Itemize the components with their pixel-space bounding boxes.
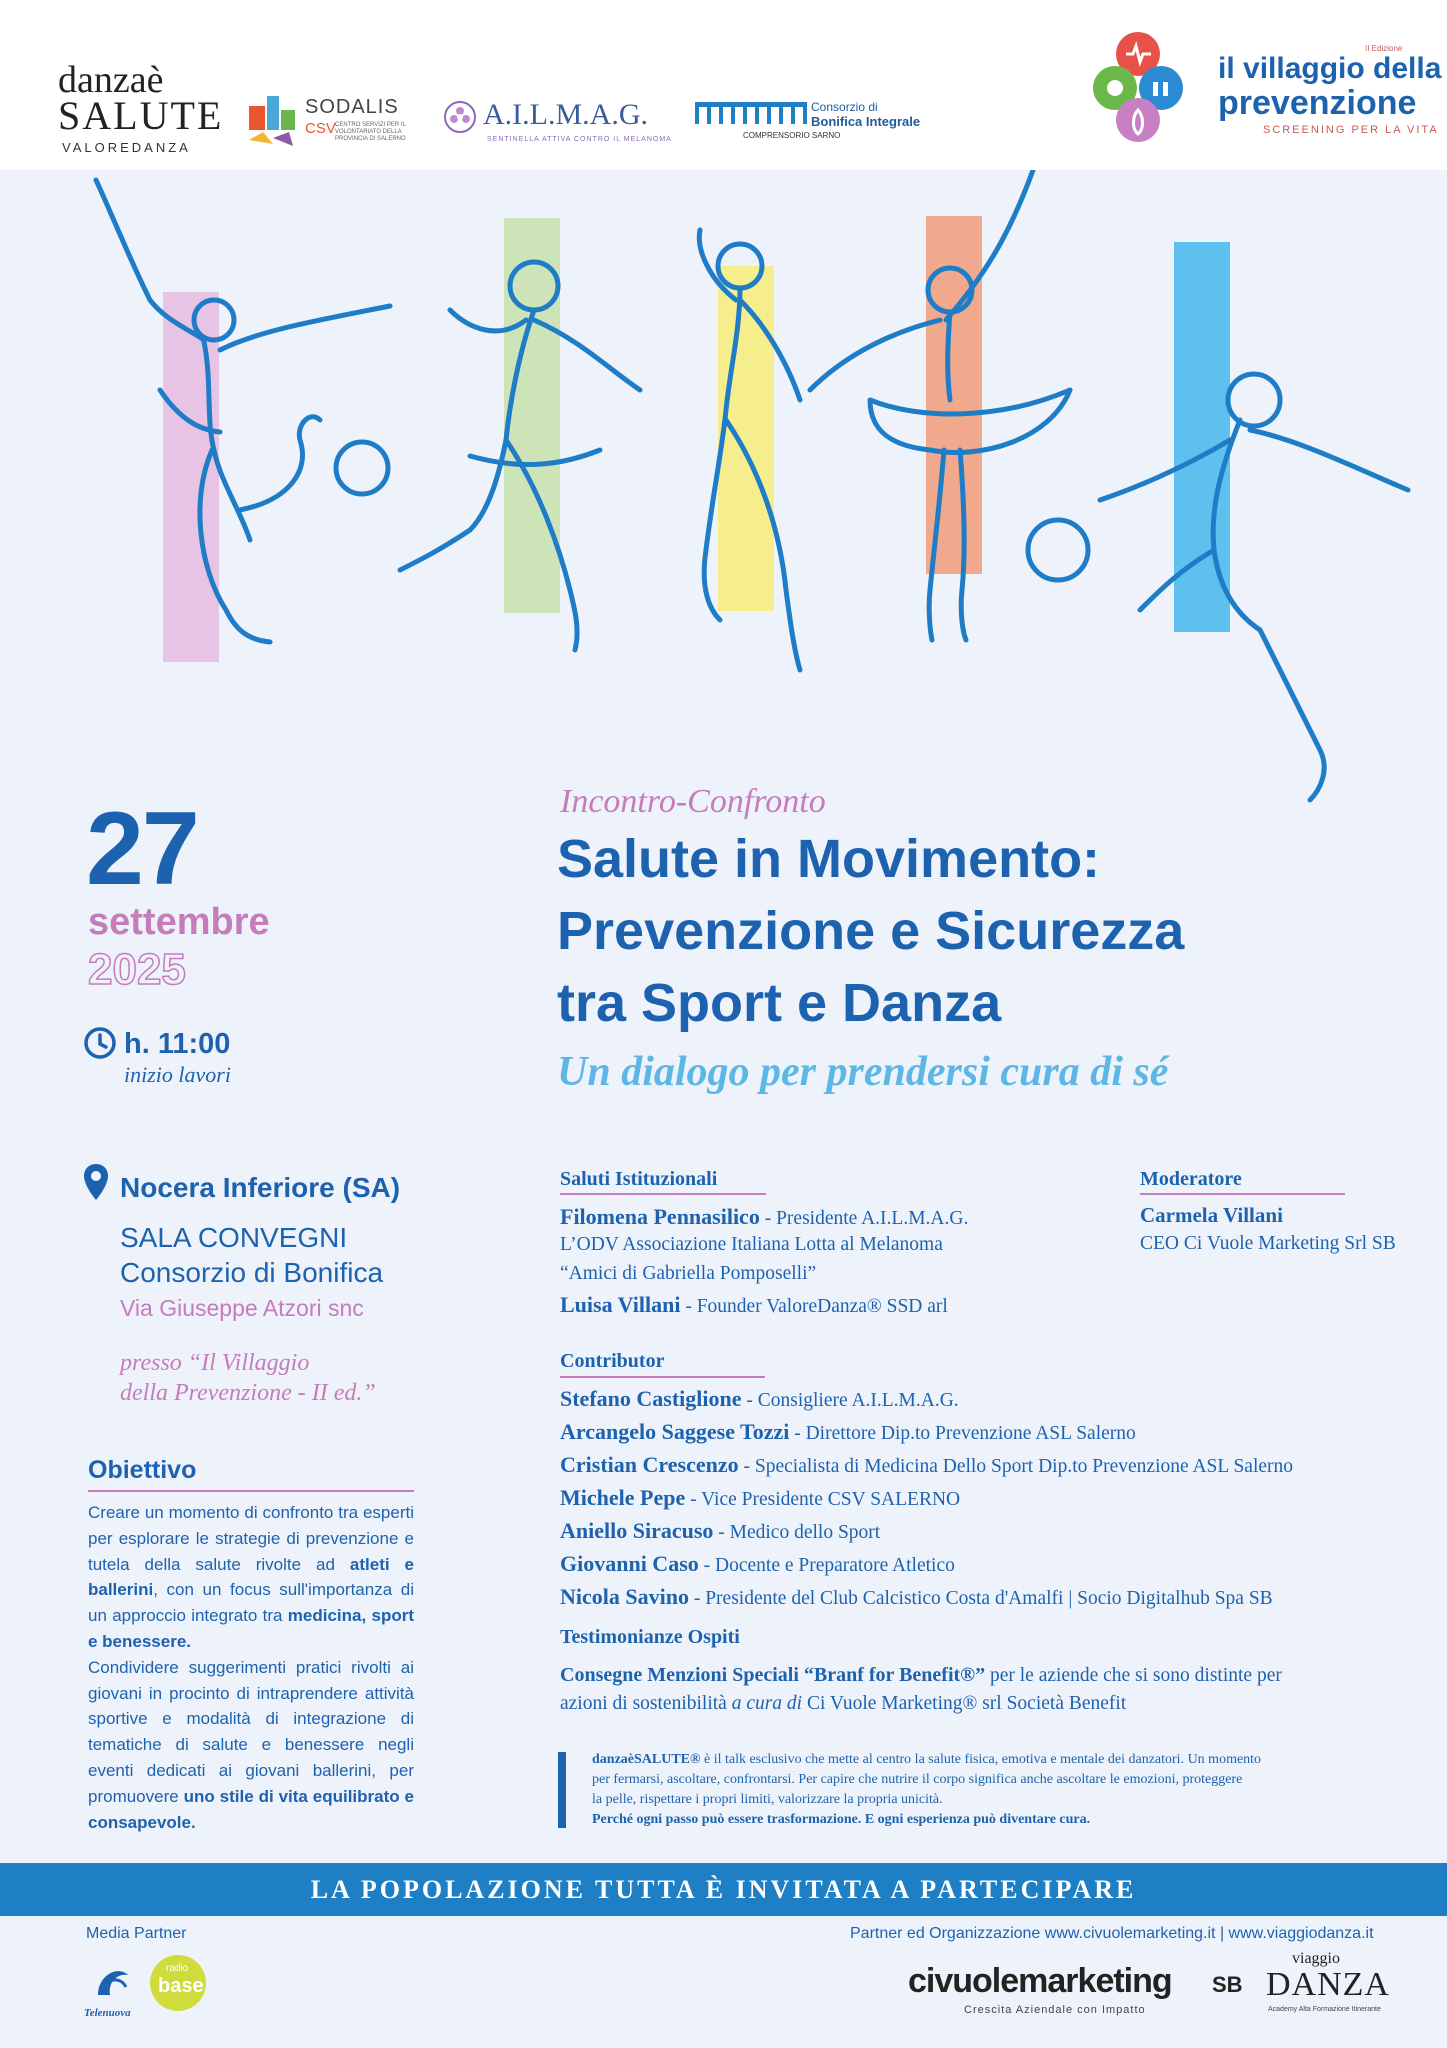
event-time: h. 11:00 bbox=[124, 1028, 231, 1060]
contributor-role: - Presidente del Club Calcistico Costa d'Amalfi | Socio Digitalhub Spa SB bbox=[688, 1588, 1273, 1609]
saluti-line1 bbox=[560, 1204, 968, 1230]
event-title-line3: tra Sport e Danza bbox=[557, 973, 1002, 1033]
event-title-line2: Prevenzione e Sicurezza bbox=[557, 901, 1185, 961]
objective-text: Condividere suggerimenti pratici rivolti ai giovani in procinto di intraprendere attività sportive e modalità di integrazione di tematiche di salute e benessere negli eventi dedicati ai giovani ballerini, per promuovere bbox=[88, 1657, 414, 1806]
event-month: settembre bbox=[88, 901, 270, 943]
note-line: è il talk esclusivo che mette al centro la salute fisica, emotiva e mentale dei danzatori. Un momento bbox=[700, 1752, 1262, 1767]
consorzio-line3: COMPRENSORIO SARNO bbox=[743, 131, 841, 140]
objective-highlight: atleti e ballerini bbox=[88, 1554, 414, 1600]
consorzio-line2: Bonifica Integrale bbox=[811, 114, 921, 129]
saluti-person-name: Luisa Villani bbox=[560, 1292, 681, 1317]
yellow-color-bar bbox=[718, 266, 774, 611]
contributor-role: - Docente e Preparatore Atletico bbox=[698, 1555, 955, 1576]
saluti-line3: “Amici di Gabriella Pomposelli” bbox=[560, 1263, 817, 1284]
sodalis-emblem-icon bbox=[243, 88, 303, 148]
ailmag-flower-icon bbox=[443, 100, 477, 134]
consorzio-line1: Consorzio di bbox=[811, 100, 878, 114]
contributor-name: Stefano Castiglione bbox=[560, 1386, 742, 1411]
location-presso-line2: della Prevenzione - II ed.” bbox=[120, 1380, 376, 1406]
testimonianze-heading: Testimonianze Ospiti bbox=[560, 1626, 740, 1648]
villaggio-line2: prevenzione bbox=[1218, 84, 1417, 122]
contributor-role: - Direttore Dip.to Prevenzione ASL Salerno bbox=[789, 1423, 1136, 1444]
civuole-logo: civuolemarketing bbox=[908, 1962, 1172, 2000]
contributor-item bbox=[560, 1551, 955, 1577]
dancer-one-figure bbox=[96, 180, 390, 642]
menzioni-text: per le aziende che si sono distinte per bbox=[985, 1665, 1282, 1686]
sodalis-name: SODALIS bbox=[305, 96, 399, 118]
villaggio-prevenzione-logo bbox=[1093, 30, 1442, 150]
contributor-role: - Specialista di Medicina Dello Sport Dip.to Prevenzione ASL Salerno bbox=[738, 1456, 1294, 1477]
radio-base-small: radio bbox=[166, 1963, 189, 1974]
objective-divider bbox=[88, 1490, 414, 1492]
contributor-name: Michele Pepe bbox=[560, 1485, 686, 1510]
objective-highlight: uno stile di vita equilibrato e consapevole. bbox=[88, 1786, 414, 1832]
event-time-note: inizio lavori bbox=[124, 1062, 231, 1087]
contributor-item bbox=[560, 1419, 1136, 1445]
note-line: per fermarsi, ascoltare, confrontarsi. Per capire che nutrire il corpo significa anche ascoltare le emozioni, proteggere bbox=[592, 1772, 1243, 1787]
invitation-banner bbox=[0, 1863, 1447, 1916]
ailmag-logo bbox=[443, 96, 678, 156]
viaggio-tagline: Academy Alta Formazione Itinerante bbox=[1268, 2006, 1381, 2013]
note-accent-bar bbox=[558, 1752, 566, 1828]
contributor-divider bbox=[560, 1376, 765, 1378]
villaggio-tagline: SCREENING PER LA VITA bbox=[1263, 124, 1439, 136]
contributor-name: Cristian Crescenzo bbox=[560, 1452, 739, 1477]
menzioni-text: azioni di sostenibilità bbox=[560, 1693, 732, 1714]
contributor-role: - Vice Presidente CSV SALERNO bbox=[685, 1489, 961, 1510]
viaggio-danza-logo: DANZA bbox=[1266, 1966, 1390, 2003]
danza-e-salute-logo bbox=[58, 58, 228, 158]
event-day: 27 bbox=[86, 791, 198, 907]
telenuova-name: Telenuova bbox=[84, 2007, 131, 2019]
event-subtitle: Un dialogo per prendersi cura di sé bbox=[557, 1049, 1169, 1095]
consorzio-bridge-icon bbox=[695, 102, 807, 124]
saluti-person-name: Filomena Pennasilico bbox=[560, 1204, 760, 1229]
location-city: Nocera Inferiore (SA) bbox=[120, 1172, 401, 1203]
menzioni-text: Ci Vuole Marketing® srl Società Benefit bbox=[802, 1693, 1127, 1714]
villaggio-edition: II Edizione bbox=[1365, 44, 1403, 53]
saluti-person-role: - Founder ValoreDanza® SSD arl bbox=[680, 1296, 948, 1317]
note-line: la pelle, rispettare i propri limiti, valorizzare la propria unicità. bbox=[592, 1792, 943, 1807]
event-title-line1: Salute in Movimento: bbox=[557, 829, 1101, 889]
contributor-item bbox=[560, 1584, 1273, 1610]
contributor-item bbox=[560, 1485, 960, 1511]
saluti-line4 bbox=[560, 1292, 948, 1318]
clock-icon bbox=[82, 1025, 118, 1061]
ailmag-tagline: SENTINELLA ATTIVA CONTRO IL MELANOMA bbox=[487, 136, 672, 143]
contributor-role: - Consigliere A.I.L.M.A.G. bbox=[741, 1390, 959, 1411]
moderatore-name: Carmela Villani bbox=[1140, 1203, 1283, 1227]
contributor-name: Aniello Siracuso bbox=[560, 1518, 714, 1543]
header-bar bbox=[0, 0, 1447, 170]
media-partner-label: Media Partner bbox=[86, 1925, 187, 1942]
location-pin-icon bbox=[82, 1162, 110, 1202]
moderatore-heading: Moderatore bbox=[1140, 1168, 1242, 1190]
partner-label: Partner ed Organizzazione www.civuolemarketing.it | www.viaggiodanza.it bbox=[850, 1925, 1374, 1942]
objective-highlight: medicina, sport e benessere. bbox=[88, 1606, 415, 1651]
civuole-tagline: Crescita Aziendale con Impatto bbox=[964, 2004, 1146, 2016]
sodalis-csv-logo bbox=[243, 88, 428, 158]
moderatore-role: CEO Ci Vuole Marketing Srl SB bbox=[1140, 1233, 1396, 1254]
note-brand: danzaèSALUTE® bbox=[592, 1752, 701, 1767]
note-closing: Perché ogni passo può essere trasformazione. E ogni esperienza può diventare cura. bbox=[592, 1812, 1091, 1827]
location-presso-line1: presso “Il Villaggio bbox=[120, 1350, 310, 1376]
villaggio-clover-icon bbox=[1093, 30, 1183, 144]
objective-text: Creare un momento di confronto tra esperti per esplorare le strategie di prevenzione e tutela della salute rivolte ad bbox=[88, 1503, 414, 1574]
location-venue-line2: Consorzio di Bonifica bbox=[120, 1257, 384, 1288]
dancers-illustration bbox=[0, 170, 1447, 810]
objective-title: Obiettivo bbox=[88, 1456, 197, 1484]
event-year: 2025 bbox=[88, 945, 186, 994]
objective-text: , con un focus sull'importanza di un approccio integrato tra bbox=[88, 1580, 414, 1626]
sodalis-tagline: CENTRO SERVIZI PER IL VOLONTARIATO DELLA PROVINCIA DI SALERNO bbox=[335, 122, 406, 142]
menzioni-bold: Consegne Menzioni Speciali “Branf for Benefit®” bbox=[560, 1664, 986, 1686]
danza-logo-line2: SALUTE bbox=[58, 93, 224, 138]
radio-base-name: base bbox=[158, 1975, 204, 1997]
location-venue-line1: SALA CONVEGNI bbox=[120, 1222, 348, 1253]
contributor-name: Giovanni Caso bbox=[560, 1551, 699, 1576]
contributor-name: Nicola Savino bbox=[560, 1584, 689, 1609]
menzioni-line2 bbox=[560, 1693, 1126, 1715]
invitation-text: LA POPOLAZIONE TUTTA È INVITATA A PARTECIPARE bbox=[310, 1875, 1137, 1904]
telenuova-swan-icon bbox=[88, 1955, 138, 2005]
civuole-sb: SB bbox=[1212, 1972, 1243, 1997]
saluti-divider bbox=[560, 1193, 766, 1195]
saluti-line2: L’ODV Associazione Italiana Lotta al Melanoma bbox=[560, 1234, 943, 1255]
danza-logo-line3: VALOREDANZA bbox=[62, 140, 191, 155]
objective-body bbox=[88, 1500, 414, 1835]
danza-logo-line1: danzaè bbox=[58, 59, 164, 101]
contributor-name: Arcangelo Saggese Tozzi bbox=[560, 1419, 790, 1444]
radio-base-logo bbox=[150, 1955, 206, 2011]
note-text bbox=[592, 1750, 1261, 1830]
sodalis-csv: CSV bbox=[305, 120, 336, 137]
menzioni-line1 bbox=[560, 1664, 1282, 1687]
moderatore-divider bbox=[1140, 1193, 1345, 1195]
menzioni-italic: a cura di bbox=[731, 1693, 803, 1714]
contributor-role: - Medico dello Sport bbox=[713, 1522, 881, 1543]
consorzio-bonifica-logo bbox=[695, 98, 935, 148]
pink-color-bar bbox=[163, 292, 219, 662]
location-street: Via Giuseppe Atzori snc bbox=[120, 1295, 364, 1321]
contributor-item bbox=[560, 1452, 1293, 1478]
saluti-person-role: - Presidente A.I.L.M.A.G. bbox=[759, 1208, 969, 1229]
event-kicker: Incontro-Confronto bbox=[560, 783, 826, 820]
ailmag-name: A.I.L.M.A.G. bbox=[483, 98, 648, 131]
saluti-heading: Saluti Istituzionali bbox=[560, 1168, 718, 1190]
contributor-item bbox=[560, 1518, 880, 1544]
contributor-item bbox=[560, 1386, 959, 1412]
viaggio-small: viaggio bbox=[1292, 1950, 1340, 1967]
contributor-heading: Contributor bbox=[560, 1350, 665, 1372]
villaggio-line1: il villaggio della bbox=[1218, 52, 1442, 85]
